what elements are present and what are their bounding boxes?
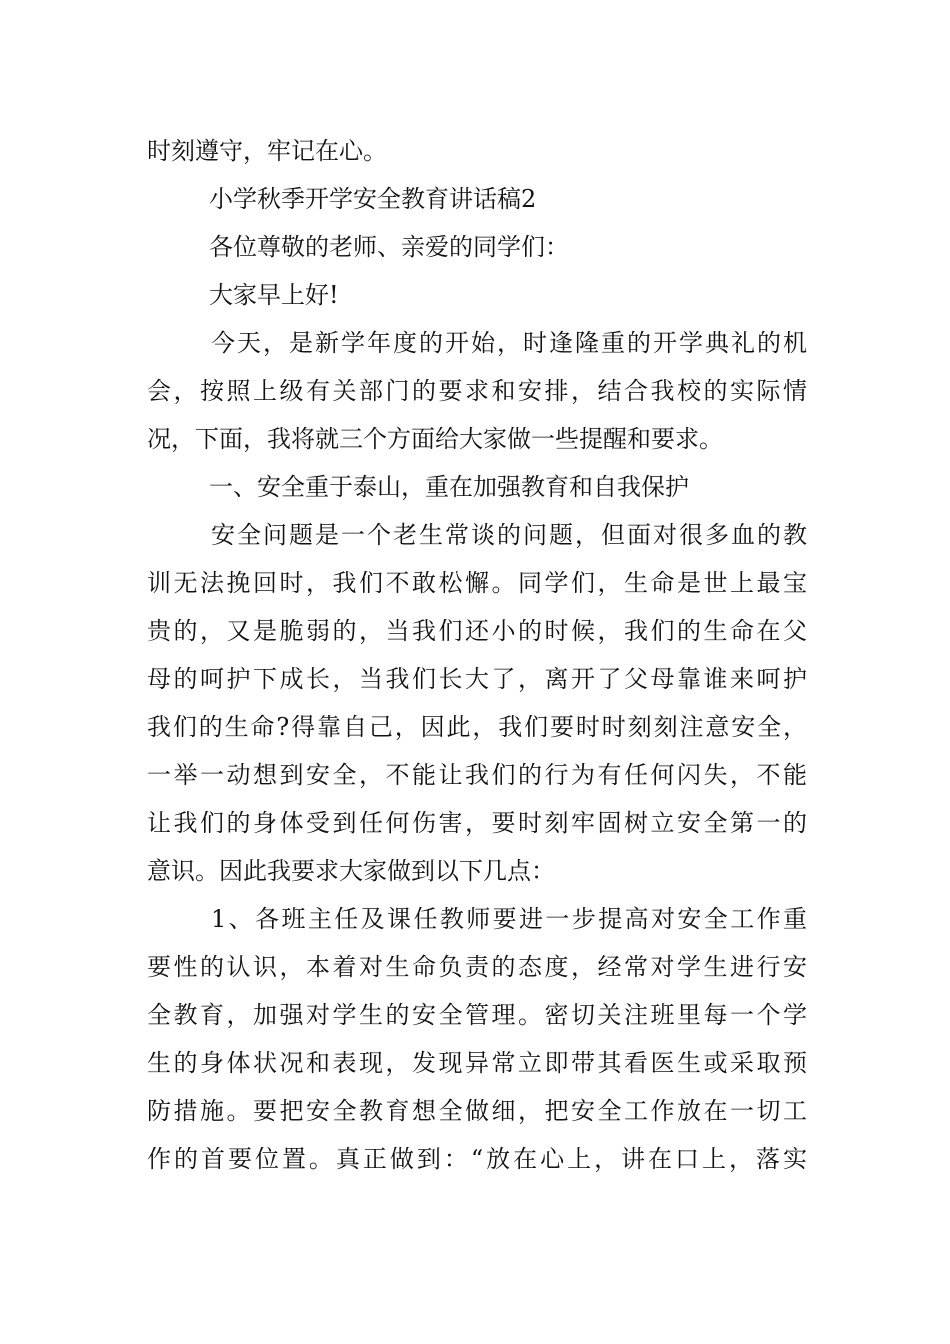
text-line: 母的呵护下成长，当我们长大了，离开了父母靠谁来呵护: [147, 665, 807, 693]
text-line: 训无法挽回时，我们不敢松懈。同学们，生命是世上最宝: [147, 569, 807, 597]
text-line: 意识。因此我要求大家做到以下几点：: [147, 857, 555, 885]
text-line: 小学秋季开学安全教育讲话稿2: [209, 185, 537, 213]
text-line: 1、各班主任及课任教师要进一步提高对安全工作重: [211, 905, 807, 933]
text-line: 会，按照上级有关部门的要求和安排，结合我校的实际情: [147, 377, 807, 405]
text-line: 各位尊敬的老师、亲爱的同学们：: [209, 233, 569, 261]
salutation: [147, 223, 807, 271]
text-line: 况，下面，我将就三个方面给大家做一些提醒和要求。: [147, 425, 723, 453]
text-line: 要性的认识，本着对生命负责的态度，经常对学生进行安: [147, 953, 807, 981]
speech-title: [147, 175, 807, 223]
paragraph-intro: [147, 319, 807, 463]
greeting: [147, 271, 807, 319]
text-line: 作的首要位置。真正做到：“放在心上，讲在口上，落实: [147, 1145, 807, 1173]
text-line: 一、安全重于泰山，重在加强教育和自我保护: [209, 473, 689, 501]
text-line: 今天，是新学年度的开始，时逢隆重的开学典礼的机: [211, 329, 807, 357]
paragraph-closing-line: [147, 127, 807, 175]
text-line: 全教育，加强对学生的安全管理。密切关注班里每一个学: [147, 1001, 807, 1029]
text-line: 一举一动想到安全，不能让我们的行为有任何闪失，不能: [147, 761, 807, 789]
paragraph-safety: [147, 511, 807, 895]
paragraph-point-1: [147, 895, 807, 1183]
text-line: 安全问题是一个老生常谈的问题，但面对很多血的教: [211, 521, 807, 549]
text-line: 让我们的身体受到任何伤害，要时刻牢固树立安全第一的: [147, 809, 807, 837]
text-line: 时刻遵守，牢记在心。: [147, 137, 387, 165]
text-line: 大家早上好!: [209, 281, 339, 309]
text-line: 防措施。要把安全教育想全做细，把安全工作放在一切工: [147, 1097, 807, 1125]
text-line: 我们的生命?得靠自己，因此，我们要时时刻刻注意安全，: [147, 713, 807, 741]
text-line: 生的身体状况和表现，发现异常立即带其看医生或采取预: [147, 1049, 807, 1077]
section-heading-1: [147, 463, 807, 511]
text-line: 贵的，又是脆弱的，当我们还小的时候，我们的生命在父: [147, 617, 807, 645]
document-body: [147, 127, 807, 1183]
